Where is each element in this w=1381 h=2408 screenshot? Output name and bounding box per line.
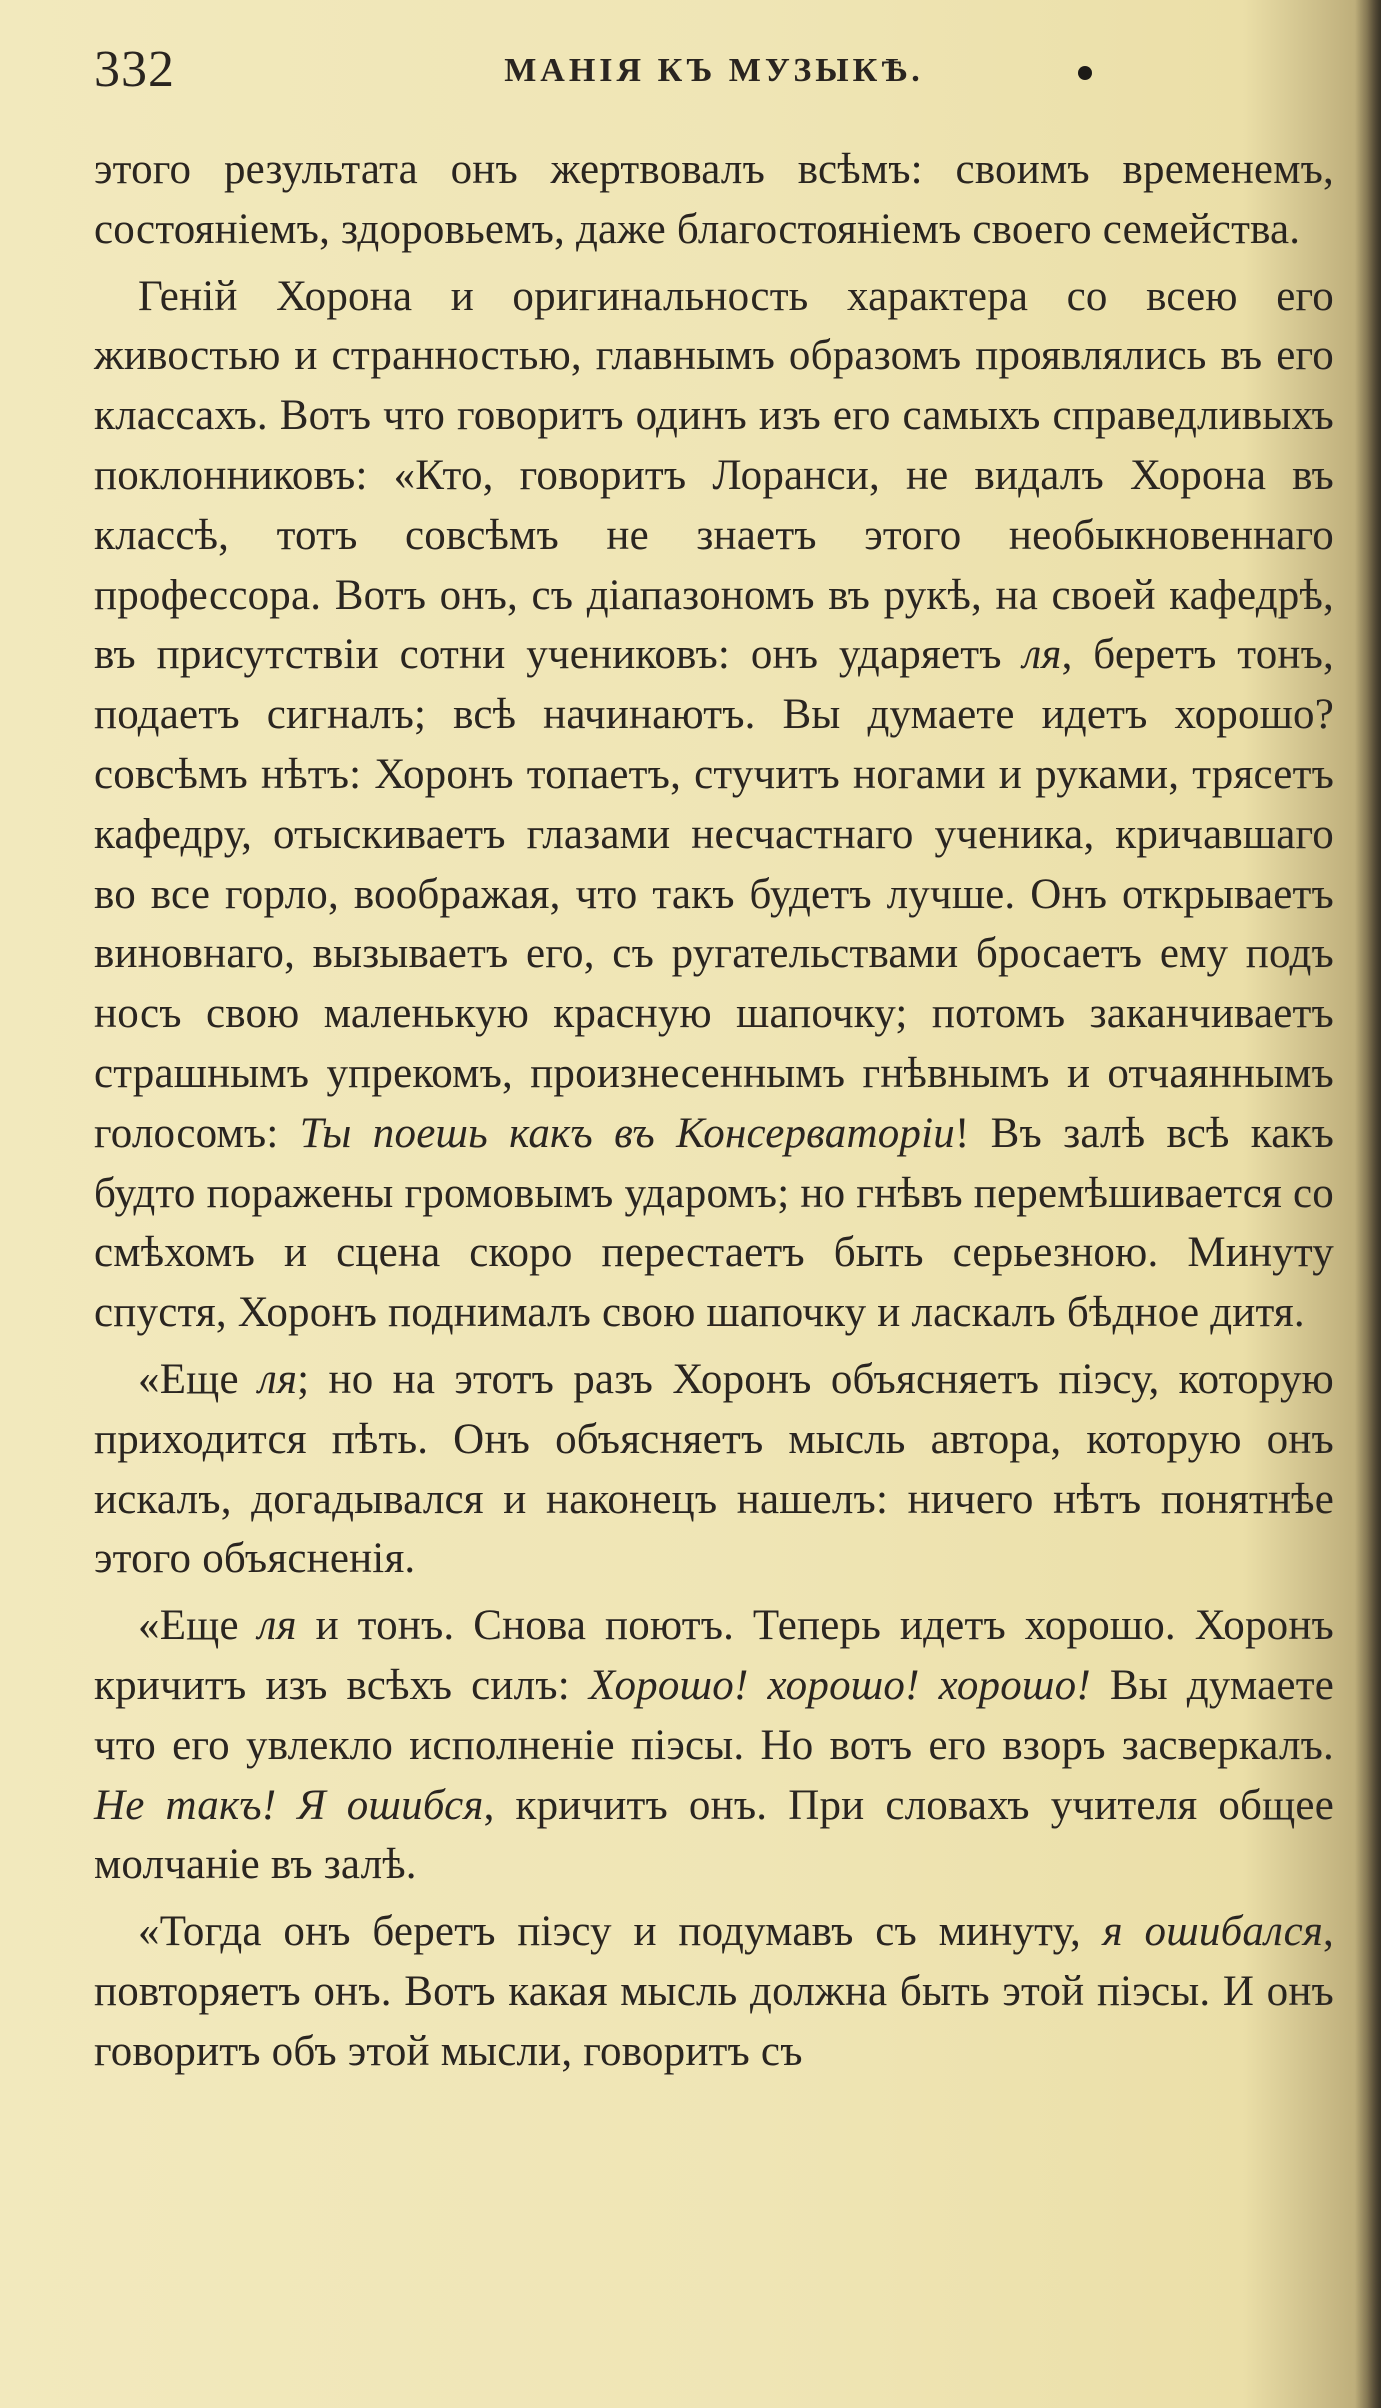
italic-run: ля [1022, 631, 1062, 679]
italic-run: Ты поешь какъ въ Консерваторіи [299, 1109, 955, 1157]
text-run: и тонъ. Снова поютъ. Теперь идетъ хорошо. Хоронъ кричитъ изъ всѣхъ силъ: [94, 1602, 1334, 1709]
page-number: 332 [94, 41, 175, 98]
text-run: ; но на этотъ разъ Хоронъ объясняетъ піэсу, которую приходится пѣть. Онъ объясняетъ мысль автора, которую онъ искалъ, догадывался и наконецъ нашелъ: ничего нѣтъ понятнѣе этого объясненія. [94, 1355, 1335, 1583]
paragraph [94, 1902, 1334, 2081]
paragraph [94, 1350, 1334, 1589]
page-edge-shadow [1355, 0, 1381, 2408]
paragraph [94, 140, 1334, 260]
paragraph [94, 1596, 1334, 1895]
page-header [94, 30, 1334, 140]
text-run: этого результата онъ жертвовалъ всѣмъ: своимъ временемъ, состояніемъ, здоровьемъ, даже благостояніемъ своего семейства. [94, 146, 1334, 253]
paragraph [94, 267, 1334, 1343]
text-run: Геній Хорона и оригинальность характера со всею его живостью и странностью, главнымъ образомъ проявлялись въ его классахъ. Вотъ что говоритъ одинъ изъ его самыхъ справедливыхъ поклонниковъ: «Кто, говоритъ Лоранси, не видалъ Хорона въ классѣ, тотъ совсѣмъ не знаетъ этого необыкновеннаго профессора. Вотъ онъ, съ діапазономъ въ рукѣ, на своей кафедрѣ, въ присутствіи сотни учениковъ: онъ ударяетъ [94, 272, 1334, 679]
ink-dot [1078, 66, 1092, 80]
running-title: МАНІЯ КЪ МУЗЫКѢ. [504, 52, 924, 89]
text-run: «Тогда онъ беретъ піэсу и подумавъ съ минуту, [138, 1908, 1103, 1956]
italic-run: я ошибался [1102, 1908, 1324, 1956]
text-run: ! Въ залѣ всѣ какъ будто поражены громовымъ ударомъ; но гнѣвъ перемѣшивается со смѣхомъ и сцена скоро перестаетъ быть серьезною. Минуту спустя, Хоронъ поднималъ свою шапочку и ласкалъ бѣдное дитя. [94, 1109, 1335, 1337]
italic-run: Не такъ! Я ошибся [94, 1781, 484, 1829]
text-run: Вы думаете что его увлекло исполненіе піэсы. Но вотъ его взоръ засверкалъ. [94, 1661, 1334, 1769]
italic-run: ля [257, 1602, 297, 1650]
text-run: , кричитъ онъ. При словахъ учителя общее молчаніе въ залѣ. [94, 1781, 1334, 1889]
italic-run: ля [258, 1355, 298, 1403]
body-text [94, 140, 1334, 2082]
text-run: , беретъ тонъ, подаетъ сигналъ; всѣ начинаютъ. Вы думаете идетъ хорошо? совсѣмъ нѣтъ: Хоронъ топаетъ, стучитъ ногами и руками, трясетъ кафедру, отыскиваетъ глазами несчастнаго ученика, кричавшаго во все горло, воображая, что такъ будетъ лучше. Онъ открываетъ виновнаго, вызываетъ его, съ ругательствами бросаетъ ему подъ носъ свою маленькую красную шапочку; потомъ заканчиваетъ страшнымъ упрекомъ, произнесеннымъ гнѣвнымъ и отчаяннымъ голосомъ: [94, 631, 1335, 1157]
text-run: «Еще [138, 1602, 258, 1650]
text-run: «Еще [138, 1355, 258, 1403]
book-page [94, 30, 1334, 2400]
text-run: , повторяетъ онъ. Вотъ какая мысль должна быть этой піэсы. И онъ говоритъ объ этой мысли, говоритъ съ [94, 1908, 1334, 2075]
italic-run: Хорошо! хорошо! хорошо! [588, 1661, 1091, 1709]
